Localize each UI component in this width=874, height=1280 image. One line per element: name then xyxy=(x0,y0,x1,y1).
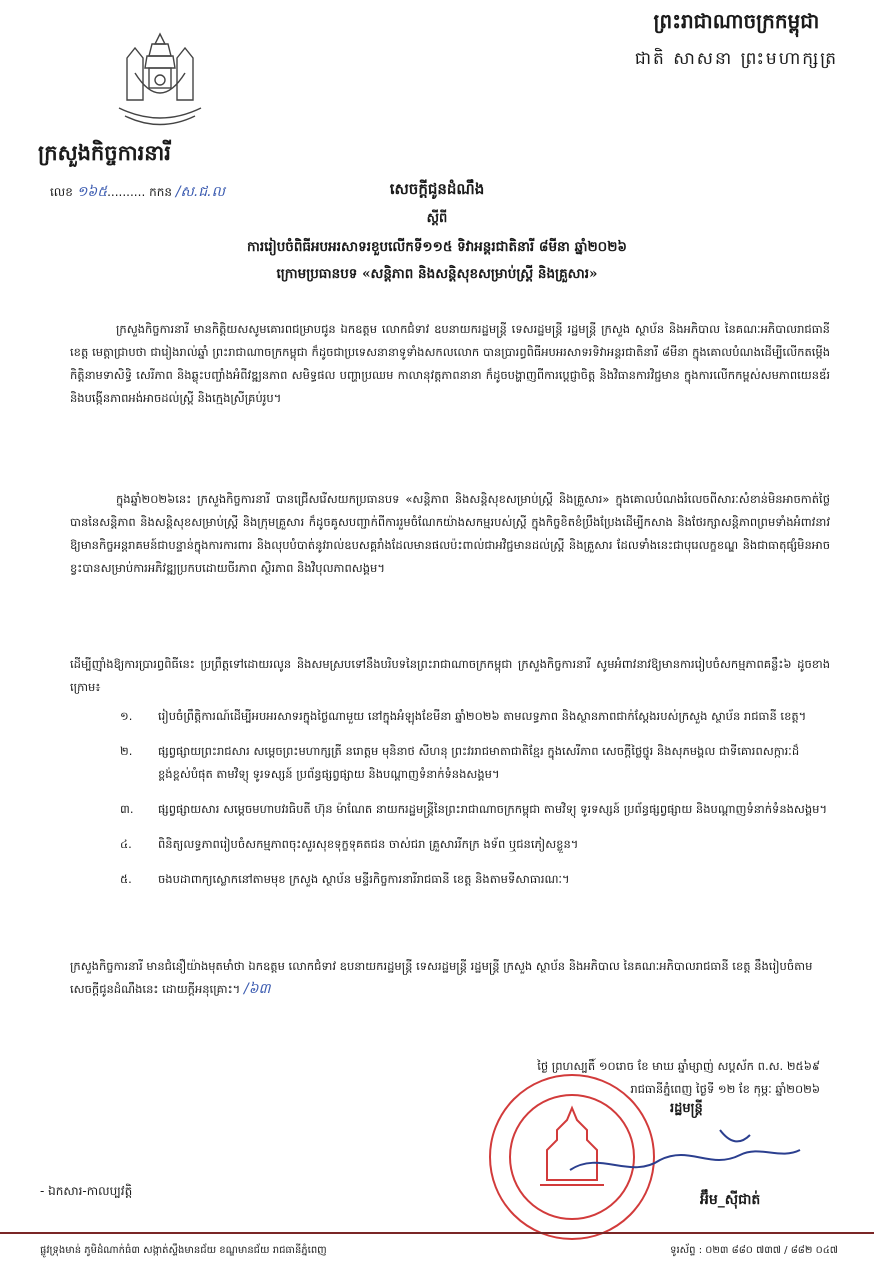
list-item-text: ផ្សព្វផ្សាយព្រះរាជសារ សម្តេចព្រះមហាក្សត្រី នរោត្តម មុនិនាថ សីហនុ ព្រះវររាជមាតាជាតិខ្មែរ ក្នុងសេរីភាព សេចក្តីថ្លៃថ្នូរ និងសុភមង្គល ជាទីគោរពសក្ការៈដ៏ខ្ពង់ខ្ពស់បំផុត តាមវិទ្យុ ទូរទស្សន៍ ប្រព័ន្ធផ្សព្វផ្សាយ និងបណ្តាញទំនាក់ទំនងសង្គម។ xyxy=(158,744,800,781)
list-item xyxy=(120,705,830,728)
list-item-number: ១. xyxy=(120,709,133,723)
closing-text: ក្រសួងកិច្ចការនារី មានជំនឿយ៉ាងមុតមាំថា ឯកឧត្តម លោកជំទាវ ឧបនាយករដ្ឋមន្ត្រី ទេសរដ្ឋមន្ត្រី រដ្ឋមន្ត្រី ក្រសួង ស្ថាប័ន និងអភិបាល នៃគណៈអភិបាលរាជធានី ខេត្ត នឹងរៀបចំតាមសេចក្តីជូនដំណឹងនេះ ដោយក្តីអនុគ្រោះ។ xyxy=(70,959,813,996)
kingdom-name: ព្រះរាជាណាចក្រកម្ពុជា xyxy=(653,9,820,33)
notice-subject-label: ស្តីពី xyxy=(426,211,448,226)
notice-title: សេចក្តីជូនដំណឹង xyxy=(389,180,485,198)
list-item-number: ២. xyxy=(120,744,133,758)
list-item-text: ចងបដាពាក្យស្លោកនៅតាមមុខ ក្រសួង ស្ថាប័ន មន្ទីរកិច្ចការនារីរាជធានី ខេត្ត និងតាមទីសាធារណៈ។ xyxy=(158,872,570,886)
list-item xyxy=(120,740,830,786)
national-motto: ជាតិ សាសនា ព្រះមហាក្សត្រ xyxy=(634,49,838,69)
ref-dots: .......... xyxy=(107,185,146,199)
list-item-text: ពិនិត្យលទ្ធភាពរៀបចំសកម្មភាពចុះសួរសុខទុក្ខទុគតជន ចាស់ជរា គ្រួសាររីកក្រ ងទ័ព ឬជនភៀសខ្លួន។ xyxy=(158,837,579,851)
footer-phone: ទូរស័ព្ទ : ០២៣ ៨៨០ ៧៣៧ / ៨៨២ ០៤៧ xyxy=(670,1245,838,1256)
action-list xyxy=(120,705,830,903)
list-item xyxy=(120,868,830,891)
notice-subject: ការរៀបចំពិធីអបអរសាទរខួបលើកទី១១៥ ទិវាអន្តរជាតិនារី ៨មីនា ឆ្នាំ២០២៦ xyxy=(246,239,627,255)
royal-emblem-icon xyxy=(105,28,215,133)
list-item-number: ៥. xyxy=(120,872,132,886)
ref-number: ១៦៥ xyxy=(76,184,108,200)
paragraph-actions: ដើម្បីញ៉ាំងឱ្យការប្រារព្ធពិធីនេះ ប្រព្រឹត្តទៅដោយរលូន និងសមស្របទៅនឹងបរិបទនៃព្រះរាជាណាចក្រកម្ពុជា ក្រសួងកិច្ចការនារី សូមអំពាវនាវឱ្យមានការរៀបចំសកម្មភាពគន្លឹះ៦ ដូចខាងក្រោម៖ xyxy=(70,657,830,694)
list-item-number: ៣. xyxy=(120,802,134,816)
paragraph-intro: ក្រសួងកិច្ចការនារី មានកិត្តិយសសូមគោរពជម្រាបជូន ឯកឧត្តម លោកជំទាវ ឧបនាយករដ្ឋមន្ត្រី ទេសរដ្ឋមន្ត្រី រដ្ឋមន្ត្រី ក្រសួង ស្ថាប័ន និងអភិបាល នៃគណៈអភិបាលរាជធានី ខេត្ត មេត្តាជ្រាបថា ជារៀងរាល់ឆ្នាំ ព្រះរាជាណាចក្រកម្ពុជា ក៏ដូចជាប្រទេសនានាទូទាំងសកលលោក បានប្រារព្ធពិធីអបអរសាទរទិវាអន្តរជាតិនារី ៨មីនា ក្នុងគោលបំណងដើម្បីលើកតម្កើងកិត្តិនាមទាសិទ្ធិ សេរីភាព និងឆ្លុះបញ្ចាំងអំពីវឌ្ឍនភាព សមិទ្ធផល បញ្ហាប្រឈម កាលានុវត្តភាពនានា ក៏ដូចបង្ហាញពីការប្តេជ្ញាចិត្ត និងវិធានការវិជ្ជមាន ក្នុងការលើកកម្ពស់សមភាពយេនឌ័រ និងបង្កើនភាពអង់អាចដល់ស្ត្រី និងក្មេងស្រីគ្រប់រូប។ xyxy=(70,322,830,405)
handwritten-note: /៦៣ xyxy=(243,981,271,997)
date-block xyxy=(400,1055,820,1101)
list-item-text: រៀបចំព្រឹត្តិការណ៍ដើម្បីអបអរសាទរក្នុងថ្ងៃណាមួយ នៅក្នុងអំឡុងខែមីនា ឆ្នាំ២០២៦ តាមលទ្ធភាព និងស្ថានភាពជាក់ស្តែងរបស់ក្រសួង ស្ថាប័ន រាជធានី ខេត្ត។ xyxy=(158,709,807,723)
ref-label: លេខ xyxy=(50,185,73,199)
minister-title: រដ្ឋមន្ត្រី xyxy=(670,1101,703,1116)
lunar-date: ថ្ងៃ ព្រហស្បតិ៍ ១០រោច ខែ មាឃ ឆ្នាំម្សាញ់ សប្តស័ក ព.ស. ២៥៦៩ xyxy=(537,1059,820,1073)
solar-date: រាជធានីភ្នំពេញ ថ្ងៃទី ១២ ខែ កុម្ភៈ ឆ្នាំ២០២៦ xyxy=(630,1082,820,1096)
list-item xyxy=(120,798,830,821)
ref-code-label: កកន xyxy=(149,185,172,199)
notice-theme: ក្រោមប្រធានបទ «សន្តិភាព និងសន្តិសុខសម្រាប់ស្ត្រី និងគ្រួសារ» xyxy=(276,266,598,282)
list-item-text: ផ្សព្វផ្សាយសារ សម្តេចមហាបវរធិបតី ហ៊ុន ម៉ាណែត នាយករដ្ឋមន្ត្រីនៃព្រះរាជាណាចក្រកម្ពុជា តាមវិទ្យុ ទូរទស្សន៍ ប្រព័ន្ធផ្សព្វផ្សាយ និងបណ្តាញទំនាក់ទំនងសង្គម។ xyxy=(158,802,828,816)
footer-address: ផ្លូវទ្រុងមាន់ ភូមិដំណាក់ធំ៣ សង្កាត់ស្ទឹងមានជ័យ ខណ្ឌមានជ័យ រាជធានីភ្នំពេញ xyxy=(40,1245,327,1256)
paragraph-theme: ក្នុងឆ្នាំ២០២៦នេះ ក្រសួងកិច្ចការនារី បានជ្រើសរើសយកប្រធានបទ «សន្តិភាព និងសន្តិសុខសម្រាប់ស្ត្រី និងគ្រួសារ» ក្នុងគោលបំណងរំលេចពីសារៈសំខាន់មិនអាចកាត់ថ្លៃបាននៃសន្តិភាព និងសន្តិសុខសម្រាប់ស្ត្រី និងក្រុមគ្រួសារ ក៏ដូចគូសបញ្ជាក់ពីការរួមចំណែកយ៉ាងសកម្មរបស់ស្ត្រី ក្នុងកិច្ចខិតខំប្រឹងប្រែងដើម្បីកសាង និងថែរក្សាសន្តិភាពព្រមទាំងអំពាវនាវឱ្យមានកិច្ចអន្តរាគមន៍ជាបន្ទាន់ក្នុងការការពារ និងលុបបំបាត់នូវរាល់ឧបសគ្គរាំងដែលមានផលប៉ះពាល់ជាអវិជ្ជមានដល់ស្ត្រី និងគ្រួសារ ដែលទាំងនេះជាបុរេលក្ខខណ្ឌ និងជាធាតុផ្សំមិនអាចខ្វះបានសម្រាប់ការអភិវឌ្ឍប្រកបដោយចីរភាព ស្ថិរភាព និងវិបុលភាពសង្គម។ xyxy=(70,492,830,575)
ministry-name: ក្រសួងកិច្ចការនារី xyxy=(38,140,171,165)
footer-divider xyxy=(0,1232,874,1234)
list-item-number: ៤. xyxy=(120,837,132,851)
list-item xyxy=(120,833,830,856)
ref-code: /ស.ជ.ល xyxy=(175,184,225,200)
kingdom-header xyxy=(635,8,838,73)
signature-icon xyxy=(560,1110,810,1200)
signer-name: អ៊ឹម_ស៊ីជាត់ xyxy=(700,1192,761,1208)
archive-note: - ឯកសារ-កាលប្បវត្តិ xyxy=(40,1184,133,1198)
closing-paragraph xyxy=(70,955,830,1001)
